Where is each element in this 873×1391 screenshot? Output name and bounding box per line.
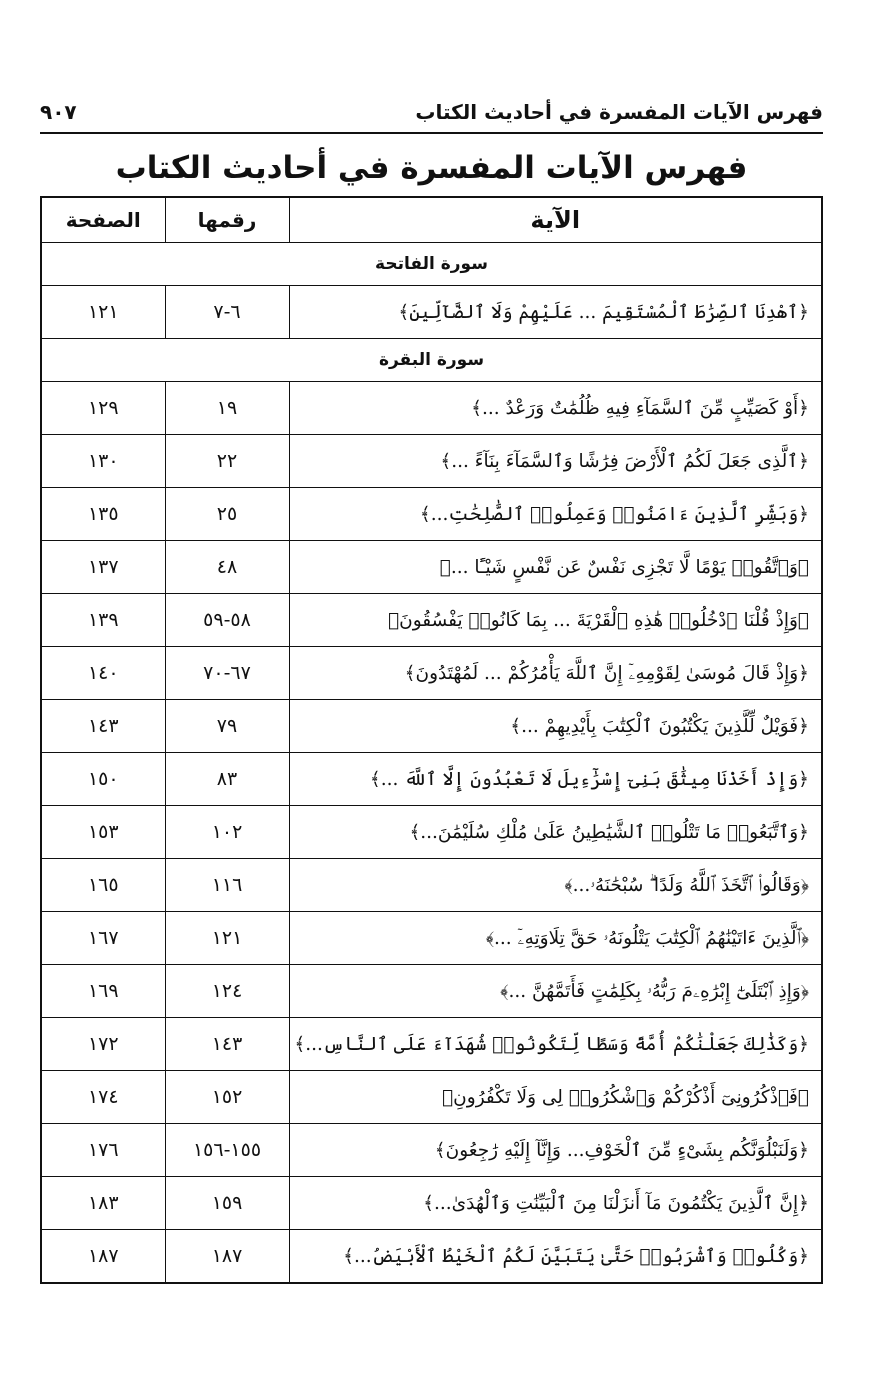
verse-text: ﴿فَٱذْكُرُونِىٓ أَذْكُرْكُمْ وَٱشْكُرُوا۟ لِى وَلَا تَكْفُرُونِ﴾ bbox=[289, 1071, 822, 1124]
page-ref: ١٣٧ bbox=[41, 541, 165, 594]
table-row bbox=[41, 965, 822, 1018]
verse-number: ١٤٣ bbox=[165, 1018, 289, 1071]
table-row bbox=[41, 541, 822, 594]
verse-text: ﴿ٱلَّذِينَ ءَاتَيْنَٰهُمُ ٱلْكِتَٰبَ يَتْلُونَهُۥ حَقَّ تِلَاوَتِهِۦٓ ...﴾ bbox=[289, 912, 822, 965]
verses-index-table bbox=[40, 196, 823, 1284]
running-header bbox=[40, 98, 823, 134]
verse-number: ١٠٢ bbox=[165, 806, 289, 859]
table-row bbox=[41, 1230, 822, 1284]
page-ref: ١٧٢ bbox=[41, 1018, 165, 1071]
column-header-aya: الآية bbox=[289, 197, 822, 243]
verse-text: ﴿وَكَذَٰلِكَ جَعَلْنَٰكُمْ أُمَّةً وَسَطًا لِّتَكُونُوا۟ شُهَدَآءَ عَلَى ٱلنَّاسِ...﴾ bbox=[289, 1018, 822, 1071]
verse-number: ١٥٩ bbox=[165, 1177, 289, 1230]
table-row bbox=[41, 382, 822, 435]
page-title: فهرس الآيات المفسرة في أحاديث الكتاب bbox=[115, 150, 748, 186]
page-ref: ١٤٣ bbox=[41, 700, 165, 753]
column-header-number: رقمها bbox=[165, 197, 289, 243]
table-row bbox=[41, 286, 822, 339]
verse-number: ٢٥ bbox=[165, 488, 289, 541]
verse-text: ﴿أَوْ كَصَيِّبٍ مِّنَ ٱلسَّمَآءِ فِيهِ ظُلُمَٰتٌ وَرَعْدٌ ...﴾ bbox=[289, 382, 822, 435]
verse-number: ١٢١ bbox=[165, 912, 289, 965]
verse-number: ٢٢ bbox=[165, 435, 289, 488]
verse-text: ﴿وَإِذِ ٱبْتَلَىٰٓ إِبْرَٰهِۦمَ رَبُّهُۥ بِكَلِمَٰتٍ فَأَتَمَّهُنَّ ...﴾ bbox=[289, 965, 822, 1018]
table-row bbox=[41, 1018, 822, 1071]
verse-number: ٨٣ bbox=[165, 753, 289, 806]
table-row bbox=[41, 1177, 822, 1230]
verse-number: ٦-٧ bbox=[165, 286, 289, 339]
table-row bbox=[41, 594, 822, 647]
table-row bbox=[41, 488, 822, 541]
verse-number: ١٥٥-١٥٦ bbox=[165, 1124, 289, 1177]
table-row bbox=[41, 647, 822, 700]
verse-number: ٧٩ bbox=[165, 700, 289, 753]
verse-text: ﴿ٱهْدِنَا ٱلصِّرَٰطَ ٱلْمُسْتَقِيمَ ... عَلَيْهِمْ وَلَا ٱلضَّآلِّينَ﴾ bbox=[289, 286, 822, 339]
table-row bbox=[41, 435, 822, 488]
verse-text: ﴿وَإِذْ أَخَذْنَا مِيثَٰقَ بَنِىٓ إِسْرَٰٓءِيلَ لَا تَعْبُدُونَ إِلَّا ٱللَّهَ ...﴾ bbox=[289, 753, 822, 806]
table-row bbox=[41, 859, 822, 912]
verse-text: ﴿وَإِذْ قَالَ مُوسَىٰ لِقَوْمِهِۦٓ إِنَّ ٱللَّهَ يَأْمُرُكُمْ ... لَمُهْتَدُونَ﴾ bbox=[289, 647, 822, 700]
page-ref: ١٥٠ bbox=[41, 753, 165, 806]
page-ref: ١٥٣ bbox=[41, 806, 165, 859]
verse-number: ٤٨ bbox=[165, 541, 289, 594]
table-row bbox=[41, 700, 822, 753]
page-ref: ١٣٠ bbox=[41, 435, 165, 488]
page-ref: ١٦٧ bbox=[41, 912, 165, 965]
verse-text: ﴿وَلَنَبْلُوَنَّكُم بِشَىْءٍ مِّنَ ٱلْخَوْفِ... وَإِنَّآ إِلَيْهِ رَٰجِعُونَ﴾ bbox=[289, 1124, 822, 1177]
verse-text: ﴿وَقَالُوا۟ ٱتَّخَذَ ٱللَّهُ وَلَدًا ۗ سُبْحَٰنَهُۥ...﴾ bbox=[289, 859, 822, 912]
page-ref: ١٨٣ bbox=[41, 1177, 165, 1230]
page-ref: ١٧٤ bbox=[41, 1071, 165, 1124]
verse-number: ٥٨-٥٩ bbox=[165, 594, 289, 647]
page-ref: ١٣٥ bbox=[41, 488, 165, 541]
surah-heading: سورة الفاتحة bbox=[41, 243, 822, 286]
verse-number: ٦٧-٧٠ bbox=[165, 647, 289, 700]
page-ref: ١٢٩ bbox=[41, 382, 165, 435]
verse-text: ﴿فَوَيْلٌ لِّلَّذِينَ يَكْتُبُونَ ٱلْكِتَٰبَ بِأَيْدِيهِمْ ...﴾ bbox=[289, 700, 822, 753]
surah-heading: سورة البقرة bbox=[41, 339, 822, 382]
table-row bbox=[41, 806, 822, 859]
verse-number: ١٢٤ bbox=[165, 965, 289, 1018]
verse-text: ﴿وَكُلُوا۟ وَٱشْرَبُوا۟ حَتَّىٰ يَتَبَيَّنَ لَكُمُ ٱلْخَيْطُ ٱلْأَبْيَضُ...﴾ bbox=[289, 1230, 822, 1284]
page-ref: ١٧٦ bbox=[41, 1124, 165, 1177]
table-header-row bbox=[41, 197, 822, 243]
verse-text: ﴿وَإِذْ قُلْنَا ٱدْخُلُوا۟ هَٰذِهِ ٱلْقَرْيَةَ ... بِمَا كَانُوا۟ يَفْسُقُونَ﴾ bbox=[289, 594, 822, 647]
running-title: فهرس الآيات المفسرة في أحاديث الكتاب bbox=[415, 100, 823, 124]
page-ref: ١٣٩ bbox=[41, 594, 165, 647]
page-ref: ١٨٧ bbox=[41, 1230, 165, 1284]
verse-text: ﴿وَٱتَّقُوا۟ يَوْمًا لَّا تَجْزِى نَفْسٌ عَن نَّفْسٍ شَيْـًٔا ...﴾ bbox=[289, 541, 822, 594]
table-row bbox=[41, 1124, 822, 1177]
verse-text: ﴿وَٱتَّبَعُوا۟ مَا تَتْلُوا۟ ٱلشَّيَٰطِينُ عَلَىٰ مُلْكِ سُلَيْمَٰنَ...﴾ bbox=[289, 806, 822, 859]
page-ref: ١٦٥ bbox=[41, 859, 165, 912]
page-ref: ١٤٠ bbox=[41, 647, 165, 700]
surah-heading-row bbox=[41, 339, 822, 382]
verse-number: ١٩ bbox=[165, 382, 289, 435]
column-header-page: الصفحة bbox=[41, 197, 165, 243]
verse-number: ١٥٢ bbox=[165, 1071, 289, 1124]
verse-text: ﴿ٱلَّذِى جَعَلَ لَكُمُ ٱلْأَرْضَ فِرَٰشًا وَٱلسَّمَآءَ بِنَآءً ...﴾ bbox=[289, 435, 822, 488]
verse-text: ﴿وَبَشِّرِ ٱلَّذِينَ ءَامَنُوا۟ وَعَمِلُوا۟ ٱلصَّٰلِحَٰتِ...﴾ bbox=[289, 488, 822, 541]
verse-text: ﴿إِنَّ ٱلَّذِينَ يَكْتُمُونَ مَآ أَنزَلْنَا مِنَ ٱلْبَيِّنَٰتِ وَٱلْهُدَىٰ...﴾ bbox=[289, 1177, 822, 1230]
surah-heading-row bbox=[41, 243, 822, 286]
table-row bbox=[41, 912, 822, 965]
page-number: ٩٠٧ bbox=[40, 100, 77, 124]
page-ref: ١٦٩ bbox=[41, 965, 165, 1018]
verse-number: ١١٦ bbox=[165, 859, 289, 912]
table-row bbox=[41, 753, 822, 806]
verse-number: ١٨٧ bbox=[165, 1230, 289, 1284]
table-row bbox=[41, 1071, 822, 1124]
page-ref: ١٢١ bbox=[41, 286, 165, 339]
